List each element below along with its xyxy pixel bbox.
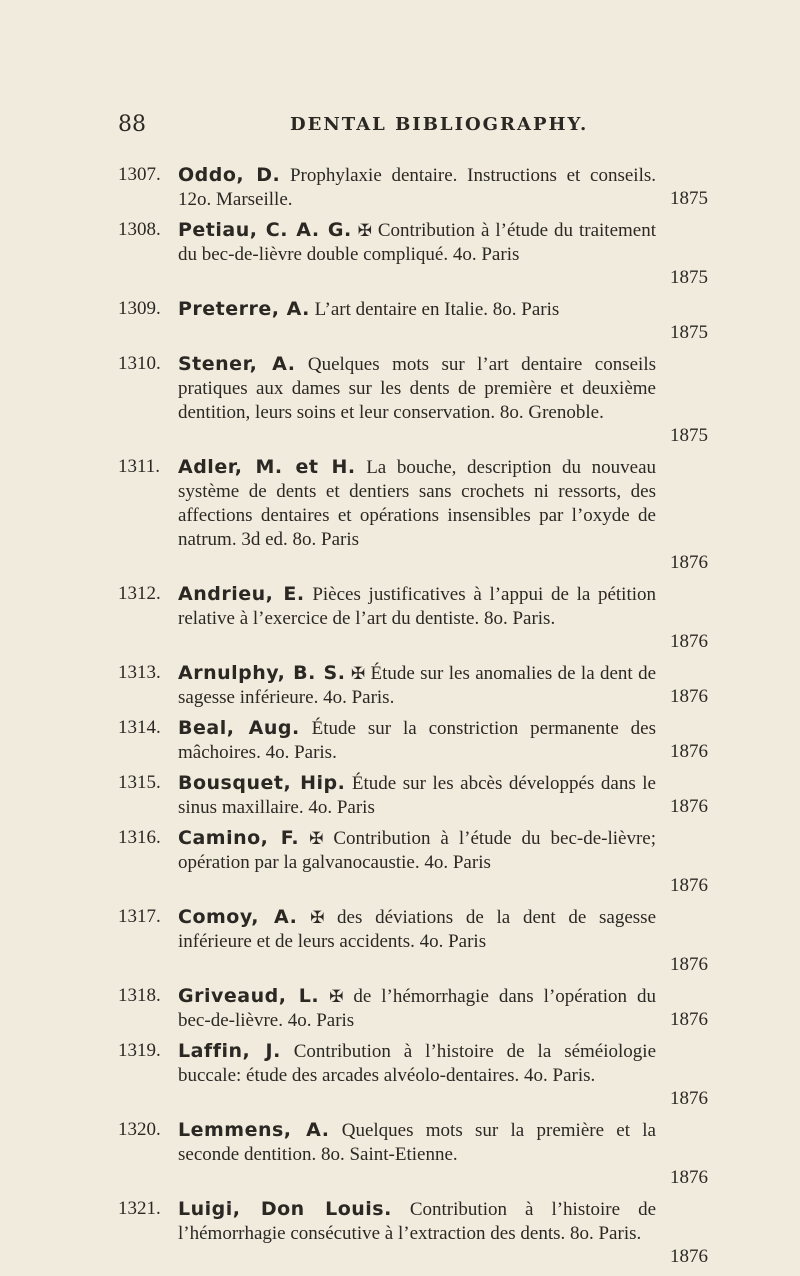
entry-author: Oddo, D. bbox=[178, 164, 281, 186]
entry-text bbox=[178, 1118, 656, 1167]
bibliography-entry bbox=[0, 1118, 800, 1197]
entry-text bbox=[178, 826, 656, 875]
entry-number: 1310. bbox=[118, 353, 161, 374]
bibliography-entry bbox=[0, 163, 800, 218]
entry-title: Quelques mots sur la première et la seconde dentition. 8o. Saint-Etienne. bbox=[178, 1120, 656, 1165]
bibliography-entry bbox=[0, 716, 800, 771]
entry-number: 1320. bbox=[118, 1119, 161, 1140]
entry-number: 1316. bbox=[118, 827, 161, 848]
entry-text bbox=[178, 661, 656, 710]
entry-year: 1876 bbox=[670, 1167, 708, 1188]
entry-title: L’art dentaire en Italie. 8o. Paris bbox=[314, 299, 560, 320]
entry-title: Pièces justificatives à l’appui de la pétition relative à l’exercice de l’art du dentiste. 8o. Paris. bbox=[178, 584, 657, 629]
entry-number: 1315. bbox=[118, 772, 161, 793]
entry-title: La bouche, description du nouveau système de dents et dentiers sans crochets ni ressorts, des affections dentaires et opérations insensibles par l’oxyde de natrum. 3d ed. 8o. Paris bbox=[178, 457, 656, 550]
bibliography-entry bbox=[0, 661, 800, 716]
entry-text bbox=[178, 771, 656, 820]
entry-year: 1876 bbox=[670, 954, 708, 975]
entry-number: 1307. bbox=[118, 164, 161, 185]
bibliography-entry bbox=[0, 771, 800, 826]
entry-author: Andrieu, E. bbox=[178, 583, 305, 605]
bibliography-list bbox=[0, 163, 800, 1276]
entry-text bbox=[178, 218, 656, 267]
entry-number: 1313. bbox=[118, 662, 161, 683]
entry-number: 1318. bbox=[118, 985, 161, 1006]
entry-author: Comoy, A. bbox=[178, 906, 298, 928]
entry-number: 1312. bbox=[118, 583, 161, 604]
bibliography-entry bbox=[0, 297, 800, 352]
entry-author: Bousquet, Hip. bbox=[178, 772, 346, 794]
bibliography-entry bbox=[0, 905, 800, 984]
bibliography-entry bbox=[0, 984, 800, 1039]
entry-author: Camino, F. bbox=[178, 827, 300, 849]
entry-title: Prophylaxie dentaire. Instructions et conseils. 12o. Marseille. bbox=[178, 165, 657, 210]
bibliography-entry bbox=[0, 582, 800, 661]
cross-mark-icon: ✠ bbox=[350, 664, 366, 684]
entry-year: 1876 bbox=[670, 741, 708, 762]
entry-year: 1876 bbox=[670, 552, 708, 573]
entry-text bbox=[178, 1039, 656, 1088]
entry-text bbox=[178, 352, 656, 425]
entry-text bbox=[178, 455, 656, 552]
entry-title: Étude sur les anomalies de la dent de sagesse inférieure. 4o. Paris. bbox=[178, 663, 657, 708]
entry-number: 1308. bbox=[118, 219, 161, 240]
bibliography-entry bbox=[0, 352, 800, 455]
entry-text bbox=[178, 297, 656, 322]
entry-title: Étude sur la constriction permanente des mâchoires. 4o. Paris. bbox=[178, 718, 657, 763]
entry-author: Stener, A. bbox=[178, 353, 296, 375]
page-header bbox=[0, 112, 800, 142]
entry-author: Adler, M. et H. bbox=[178, 456, 356, 478]
entry-text bbox=[178, 163, 656, 212]
entry-year: 1876 bbox=[670, 1246, 708, 1267]
entry-title: Étude sur les abcès développés dans le sinus maxillaire. 4o. Paris bbox=[178, 773, 656, 818]
entry-number: 1319. bbox=[118, 1040, 161, 1061]
cross-mark-icon: ✠ bbox=[309, 829, 324, 849]
entry-text bbox=[178, 582, 656, 631]
bibliography-entry bbox=[0, 1039, 800, 1118]
entry-year: 1876 bbox=[670, 631, 708, 652]
bibliography-entry bbox=[0, 1197, 800, 1276]
entry-year: 1876 bbox=[670, 875, 708, 896]
entry-text bbox=[178, 1197, 656, 1246]
entry-title: Contribution à l’histoire de l’hémorrhagie consécutive à l’extraction des dents. 8o. Paris. bbox=[178, 1199, 657, 1244]
entry-year: 1875 bbox=[670, 425, 708, 446]
entry-title: des déviations de la dent de sagesse inférieure et de leurs accidents. 4o. Paris bbox=[178, 907, 657, 952]
entry-year: 1876 bbox=[670, 796, 708, 817]
running-title: DENTAL BIBLIOGRAPHY. bbox=[290, 114, 589, 135]
entry-title: Quelques mots sur l’art dentaire conseils pratiques aux dames sur les dents de première et deuxième dentition, leurs soins et leur conservation. 8o. Grenoble. bbox=[178, 354, 656, 423]
entry-number: 1314. bbox=[118, 717, 161, 738]
bibliography-entry bbox=[0, 218, 800, 297]
entry-text bbox=[178, 905, 656, 954]
bibliography-entry bbox=[0, 455, 800, 582]
entry-number: 1321. bbox=[118, 1198, 161, 1219]
entry-title: Contribution à l’histoire de la séméiologie buccale: étude des arcades alvéolo-dentaires. 4o. Paris. bbox=[178, 1041, 657, 1086]
entry-year: 1875 bbox=[670, 322, 708, 343]
page-number: 88 bbox=[118, 112, 146, 137]
entry-year: 1876 bbox=[670, 1088, 708, 1109]
entry-year: 1876 bbox=[670, 1009, 708, 1030]
entry-author: Petiau, C. A. G. bbox=[178, 219, 352, 241]
entry-number: 1309. bbox=[118, 298, 161, 319]
cross-mark-icon: ✠ bbox=[310, 908, 325, 928]
entry-number: 1317. bbox=[118, 906, 161, 927]
entry-year: 1875 bbox=[670, 267, 708, 288]
cross-mark-icon: ✠ bbox=[357, 221, 372, 241]
entry-author: Lemmens, A. bbox=[178, 1119, 330, 1141]
bibliography-entry bbox=[0, 826, 800, 905]
entry-year: 1876 bbox=[670, 686, 708, 707]
cross-mark-icon: ✠ bbox=[329, 987, 344, 1007]
entry-year: 1875 bbox=[670, 188, 708, 209]
entry-number: 1311. bbox=[118, 456, 161, 477]
entry-title: Contribution à l’étude du traitement du bec-de-lièvre double compliqué. 4o. Paris bbox=[178, 220, 657, 265]
entry-author: Griveaud, L. bbox=[178, 985, 320, 1007]
entry-author: Preterre, A. bbox=[178, 298, 310, 320]
entry-text bbox=[178, 716, 656, 765]
entry-author: Arnulphy, B. S. bbox=[178, 662, 346, 684]
entry-author: Luigi, Don Louis. bbox=[178, 1198, 392, 1220]
entry-text bbox=[178, 984, 656, 1033]
entry-author: Beal, Aug. bbox=[178, 717, 300, 739]
entry-title: de l’hémorrhagie dans l’opération du bec-de-lièvre. 4o. Paris bbox=[178, 986, 657, 1031]
entry-author: Laffin, J. bbox=[178, 1040, 281, 1062]
entry-title: Contribution à l’étude du bec-de-lièvre; opération par la galvanocaustie. 4o. Paris bbox=[178, 828, 657, 873]
